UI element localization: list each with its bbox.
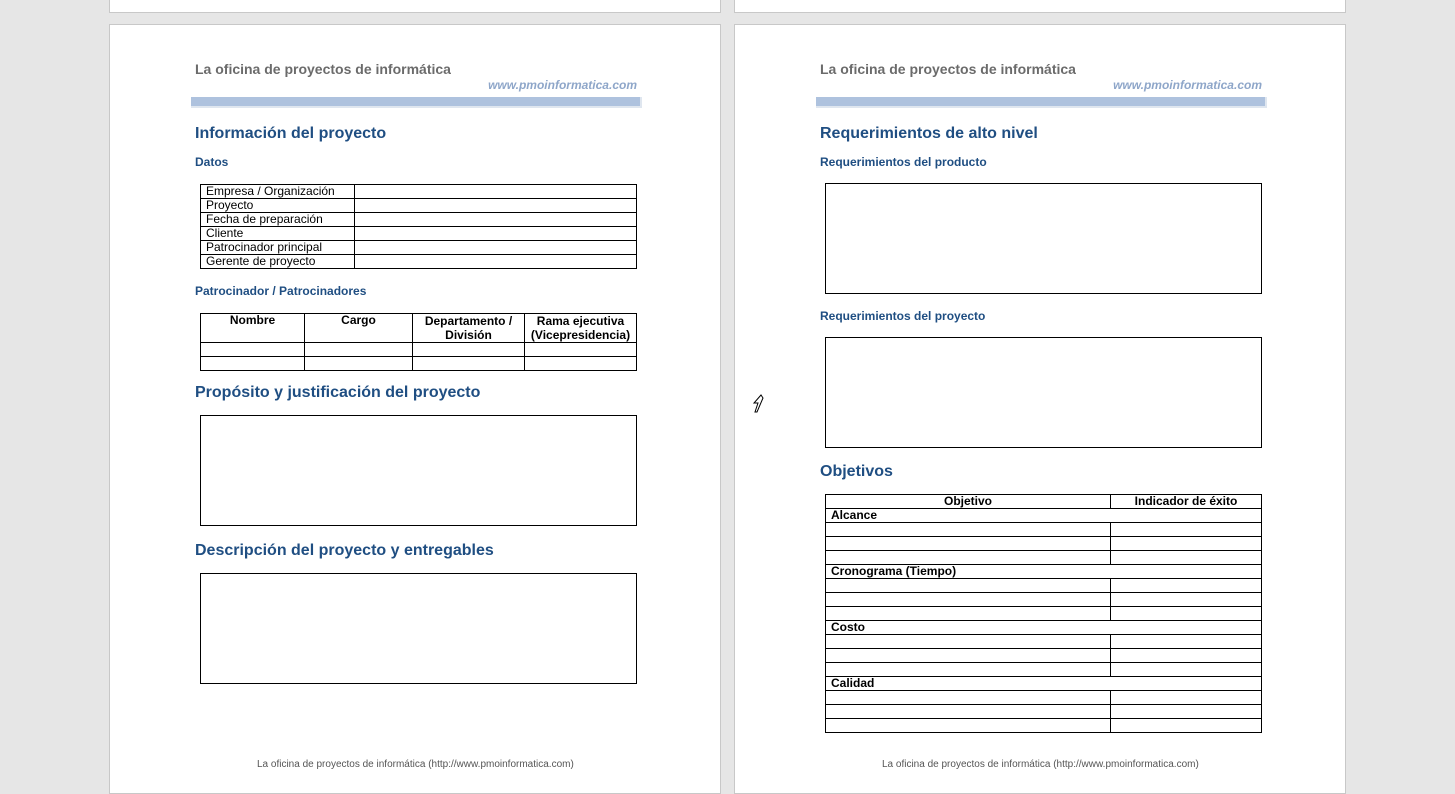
header-url: www.pmoinformatica.com <box>488 78 637 92</box>
group-label: Cronograma (Tiempo) <box>826 565 1262 579</box>
previous-page-right <box>734 0 1346 13</box>
table-row <box>201 241 637 255</box>
cell[interactable] <box>305 343 413 357</box>
subsection-title-sponsors: Patrocinador / Patrocinadores <box>195 284 367 298</box>
row-label: Patrocinador principal <box>201 241 355 255</box>
document-page-right <box>734 24 1346 794</box>
project-requirements-box[interactable] <box>825 337 1262 448</box>
cell[interactable] <box>826 593 1111 607</box>
cell[interactable] <box>201 343 305 357</box>
group-label: Alcance <box>826 509 1262 523</box>
cell[interactable] <box>826 663 1111 677</box>
col-header-rama: Rama ejecutiva (Vicepresidencia) <box>525 314 637 343</box>
row-label: Gerente de proyecto <box>201 255 355 269</box>
table-row <box>201 213 637 227</box>
header-url: www.pmoinformatica.com <box>1113 78 1262 92</box>
table-header-row <box>201 314 637 343</box>
cell[interactable] <box>1111 649 1262 663</box>
cell[interactable] <box>413 357 525 371</box>
cell[interactable] <box>305 357 413 371</box>
cell[interactable] <box>826 523 1111 537</box>
cell[interactable] <box>826 607 1111 621</box>
document-page-left <box>109 24 721 794</box>
cell[interactable] <box>826 537 1111 551</box>
col-header-objetivo: Objetivo <box>826 495 1111 509</box>
row-value[interactable] <box>355 185 637 199</box>
subsection-title-project-req: Requerimientos del proyecto <box>820 309 986 323</box>
table-row <box>826 705 1262 719</box>
cell[interactable] <box>1111 691 1262 705</box>
group-row-costo <box>826 621 1262 635</box>
section-title-objectives: Objetivos <box>820 463 893 480</box>
subsection-title-product-req: Requerimientos del producto <box>820 155 987 169</box>
group-label: Calidad <box>826 677 1262 691</box>
table-row <box>201 343 637 357</box>
cell[interactable] <box>525 357 637 371</box>
section-title-description: Descripción del proyecto y entregables <box>195 542 494 559</box>
row-value[interactable] <box>355 241 637 255</box>
cell[interactable] <box>201 357 305 371</box>
col-header-departamento: Departamento / División <box>413 314 525 343</box>
mouse-cursor-icon <box>752 394 766 414</box>
col-header-nombre: Nombre <box>201 314 305 343</box>
section-title-purpose: Propósito y justificación del proyecto <box>195 384 481 401</box>
cell[interactable] <box>1111 523 1262 537</box>
objectives-table <box>825 494 1262 733</box>
header-bar <box>191 97 642 108</box>
cell[interactable] <box>1111 593 1262 607</box>
row-label: Empresa / Organización <box>201 185 355 199</box>
section-title-project-info: Información del proyecto <box>195 125 387 142</box>
cell[interactable] <box>826 551 1111 565</box>
table-row <box>826 537 1262 551</box>
cell[interactable] <box>826 705 1111 719</box>
cell[interactable] <box>826 579 1111 593</box>
cell[interactable] <box>1111 551 1262 565</box>
col-header-cargo: Cargo <box>305 314 413 343</box>
table-row <box>826 691 1262 705</box>
col-header-indicador: Indicador de éxito <box>1111 495 1262 509</box>
cell[interactable] <box>525 343 637 357</box>
row-value[interactable] <box>355 213 637 227</box>
cell[interactable] <box>826 691 1111 705</box>
description-text-box[interactable] <box>200 573 637 684</box>
section-title-requirements: Requerimientos de alto nivel <box>820 125 1038 142</box>
row-label: Cliente <box>201 227 355 241</box>
cell[interactable] <box>1111 579 1262 593</box>
purpose-text-box[interactable] <box>200 415 637 526</box>
cell[interactable] <box>1111 635 1262 649</box>
table-row <box>826 551 1262 565</box>
cell[interactable] <box>826 719 1111 733</box>
table-header-row <box>826 495 1262 509</box>
cell[interactable] <box>413 343 525 357</box>
cell[interactable] <box>1111 705 1262 719</box>
table-row <box>826 635 1262 649</box>
group-label: Costo <box>826 621 1262 635</box>
project-data-table <box>200 184 637 269</box>
cell[interactable] <box>1111 537 1262 551</box>
page-footer: La oficina de proyectos de informática (http://www.pmoinformatica.com) <box>257 759 574 770</box>
sponsors-table <box>200 313 637 371</box>
table-row <box>826 579 1262 593</box>
table-row <box>826 663 1262 677</box>
group-row-calidad <box>826 677 1262 691</box>
cell[interactable] <box>1111 607 1262 621</box>
table-row <box>201 227 637 241</box>
table-row <box>201 199 637 213</box>
table-row <box>826 719 1262 733</box>
page-footer: La oficina de proyectos de informática (http://www.pmoinformatica.com) <box>882 759 1199 770</box>
header-bar <box>816 97 1267 108</box>
header-title: La oficina de proyectos de informática <box>195 61 451 77</box>
table-row <box>826 523 1262 537</box>
row-value[interactable] <box>355 255 637 269</box>
table-row <box>201 185 637 199</box>
cell[interactable] <box>1111 719 1262 733</box>
cell[interactable] <box>826 635 1111 649</box>
cell[interactable] <box>1111 663 1262 677</box>
table-row <box>201 357 637 371</box>
group-row-cronograma <box>826 565 1262 579</box>
product-requirements-box[interactable] <box>825 183 1262 294</box>
table-row <box>826 649 1262 663</box>
table-row <box>826 607 1262 621</box>
previous-page-left <box>109 0 721 13</box>
group-row-alcance <box>826 509 1262 523</box>
table-row <box>201 255 637 269</box>
cell[interactable] <box>826 649 1111 663</box>
header-title: La oficina de proyectos de informática <box>820 61 1076 77</box>
table-row <box>826 593 1262 607</box>
subsection-title-datos: Datos <box>195 155 229 169</box>
row-value[interactable] <box>355 227 637 241</box>
row-label: Fecha de preparación <box>201 213 355 227</box>
row-value[interactable] <box>355 199 637 213</box>
row-label: Proyecto <box>201 199 355 213</box>
